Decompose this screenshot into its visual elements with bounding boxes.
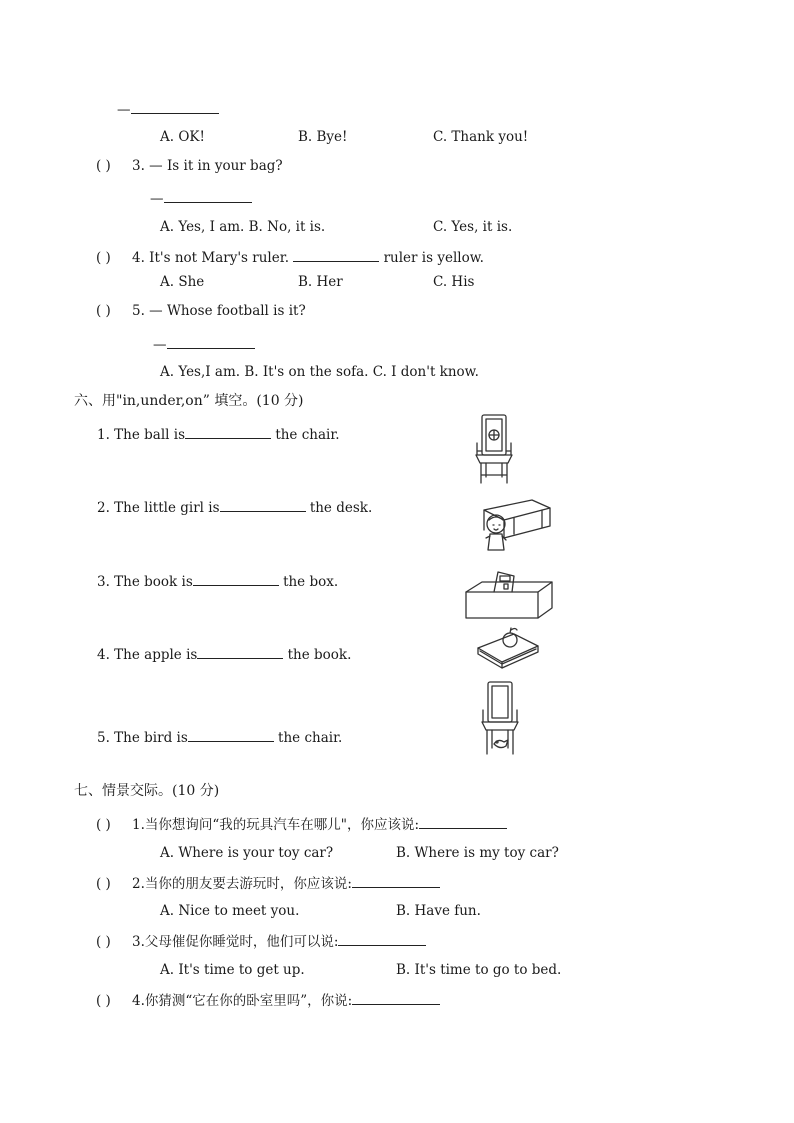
item-text-after: the chair.: [278, 730, 343, 746]
answer-paren[interactable]: ( ): [96, 158, 111, 174]
book-in-box-picture: [464, 570, 554, 622]
situation-2-option-a: A. Nice to meet you.: [160, 903, 300, 919]
answer-blank[interactable]: [185, 424, 271, 439]
answer-paren[interactable]: ( ): [96, 876, 111, 892]
fill-item-2: [97, 497, 372, 516]
q5-answer-line: [153, 334, 255, 353]
q4-stem-after: ruler is yellow.: [383, 250, 484, 266]
fill-item-4: [97, 644, 351, 663]
dash: —: [153, 337, 167, 353]
item-text-before: 4. The apple is: [97, 647, 198, 663]
q4-stem-row: [96, 247, 484, 266]
dash: —: [150, 191, 164, 207]
fill-item-5: [97, 727, 342, 746]
q5-options: A. Yes,I am. B. It's on the sofa. C. I don't know.: [160, 364, 479, 380]
situation-stem: 2.当你的朋友要去游玩时，你应该说:: [132, 876, 352, 892]
q4-stem-before: 4. It's not Mary's ruler.: [132, 250, 289, 266]
answer-blank[interactable]: [419, 814, 507, 829]
situation-3-option-b: B. It's time to go to bed.: [396, 962, 562, 978]
situation-3-option-a: A. It's time to get up.: [160, 962, 305, 978]
q2-option-a: A. OK!: [160, 129, 205, 145]
q3-stem: 3. — Is it in your bag?: [132, 158, 283, 174]
answer-blank[interactable]: [338, 931, 426, 946]
situation-2-stem-row: [96, 873, 440, 892]
answer-blank[interactable]: [167, 334, 255, 349]
item-text-before: 2. The little girl is: [97, 500, 220, 516]
item-text-before: 5. The bird is: [97, 730, 188, 746]
section-7-title: 七、情景交际。(10 分): [74, 783, 220, 799]
q2-option-b: B. Bye!: [298, 129, 348, 145]
situation-stem: 4.你猜测“它在你的卧室里吗”，你说:: [132, 993, 353, 1009]
q5-stem: 5. — Whose football is it?: [132, 303, 306, 319]
situation-3-stem-row: [96, 931, 426, 950]
answer-blank[interactable]: [197, 644, 283, 659]
q3-option-ab: A. Yes, I am. B. No, it is.: [160, 219, 326, 235]
answer-blank[interactable]: [193, 571, 279, 586]
answer-blank[interactable]: [293, 247, 379, 262]
answer-blank[interactable]: [131, 99, 219, 114]
situation-4-stem-row: [96, 990, 440, 1009]
answer-blank[interactable]: [164, 188, 252, 203]
q4-option-a: A. She: [160, 274, 205, 290]
apple-on-book-picture: [476, 624, 540, 670]
situation-1-stem-row: [96, 814, 507, 833]
q2-option-c: C. Thank you!: [433, 129, 529, 145]
fill-item-1: [97, 424, 340, 443]
situation-stem: 1.当你想询问“我的玩具汽车在哪儿"，你应该说:: [132, 817, 420, 833]
answer-blank[interactable]: [220, 497, 306, 512]
answer-blank[interactable]: [188, 727, 274, 742]
dash: —: [117, 102, 131, 118]
answer-blank[interactable]: [352, 990, 440, 1005]
item-text-after: the book.: [287, 647, 352, 663]
q4-option-b: B. Her: [298, 274, 343, 290]
section-6-title: 六、用"in,under,on” 填空。(10 分): [74, 393, 304, 409]
answer-paren[interactable]: ( ): [96, 250, 111, 266]
answer-paren[interactable]: ( ): [96, 993, 111, 1009]
fill-item-3: [97, 571, 338, 590]
situation-1-option-b: B. Where is my toy car?: [396, 845, 559, 861]
situation-stem: 3.父母催促你睡觉时，他们可以说:: [132, 934, 339, 950]
situation-2-option-b: B. Have fun.: [396, 903, 481, 919]
answer-paren[interactable]: ( ): [96, 303, 111, 319]
q5-stem-row: [96, 303, 306, 319]
item-text-after: the box.: [283, 574, 339, 590]
q2-answer-line: [117, 99, 219, 118]
answer-paren[interactable]: ( ): [96, 934, 111, 950]
item-text-before: 1. The ball is: [97, 427, 186, 443]
item-text-before: 3. The book is: [97, 574, 193, 590]
q3-stem-row: [96, 158, 283, 174]
item-text-after: the chair.: [275, 427, 340, 443]
answer-blank[interactable]: [352, 873, 440, 888]
chair-with-ball-picture: [474, 413, 514, 485]
q4-option-c: C. His: [433, 274, 475, 290]
answer-paren[interactable]: ( ): [96, 817, 111, 833]
q3-answer-line: [150, 188, 252, 207]
girl-under-desk-picture: [474, 490, 552, 554]
chair-with-bird-picture: [480, 680, 520, 756]
item-text-after: the desk.: [309, 500, 373, 516]
q3-option-c: C. Yes, it is.: [433, 219, 513, 235]
situation-1-option-a: A. Where is your toy car?: [160, 845, 334, 861]
